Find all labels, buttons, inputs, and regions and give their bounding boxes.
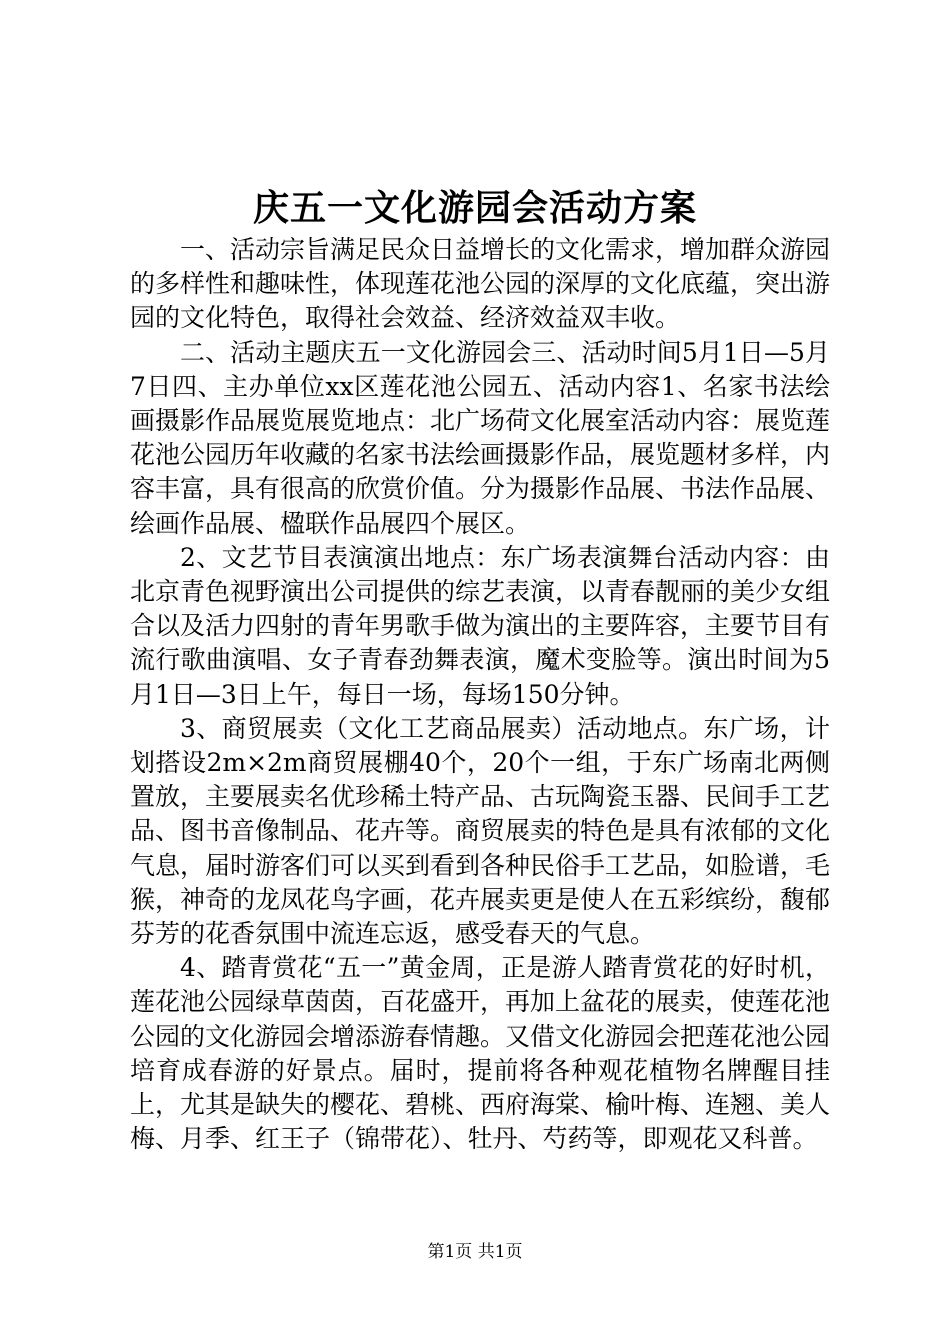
paragraph-purpose: 一、活动宗旨满足民众日益增长的文化需求，增加群众游园的多样性和趣味性，体现莲花池公园的深厚的文化底蕴，突出游园的文化特色，取得社会效益、经济效益双丰收。 [130,235,831,333]
document-body [130,233,830,1156]
page-footer: 第1页 共1页 [427,1242,523,1262]
paragraph-trade-fair: 3、商贸展卖（文化工艺商品展卖）活动地点。东广场，计划搭设2m×2m商贸展棚40个，20个一组，于东广场南北两侧置放，主要展卖名优珍稀土特产品、古玩陶瓷玉器、民间手工艺品、图书音像制品、花卉等。商贸展卖的特色是具有浓郁的文化气息，届时游客们可以买到看到各种民俗手工艺品，如脸谱，毛猴，神奇的龙凤花鸟字画，花卉展卖更是使人在五彩缤纷，馥郁芬芳的花香氛围中流连忘返，感受春天的气息。 [130,713,831,949]
paragraph-theme-time-content: 二、活动主题庆五一文化游园会三、活动时间5月1日—5月7日四、主办单位xx区莲花池公园五、活动内容1、名家书法绘画摄影作品展览展览地点：北广场荷文化展室活动内容：展览莲花池公园历年收藏的名家书法绘画摄影作品，展览题材多样，内容丰富，具有很高的欣赏价值。分为摄影作品展、书法作品展、绘画作品展、楹联作品展四个展区。 [130,337,831,538]
document-title: 庆五一文化游园会活动方案 [252,187,697,229]
paragraph-flower-viewing: 4、踏青赏花“五一”黄金周，正是游人踏青赏花的好时机，莲花池公园绿草茵茵，百花盛开，再加上盆花的展卖，使莲花池公园的文化游园会增添游春情趣。又借文化游园会把莲花池公园培育成春游的好景点。届时，提前将各种观花植物名牌醒目挂上，尤其是缺失的樱花、碧桃、西府海棠、榆叶梅、连翘、美人梅、月季、红王子（锦带花）、牡丹、芍药等，即观花又科普。 [130,953,831,1154]
paragraph-performance: 2、文艺节目表演演出地点：东广场表演舞台活动内容：由北京青色视野演出公司提供的综艺表演，以青春靓丽的美少女组合以及活力四射的青年男歌手做为演出的主要阵容，主要节目有流行歌曲演唱、女子青春劲舞表演，魔术变脸等。演出时间为5月1日—3日上午，每日一场，每场150分钟。 [130,542,831,709]
